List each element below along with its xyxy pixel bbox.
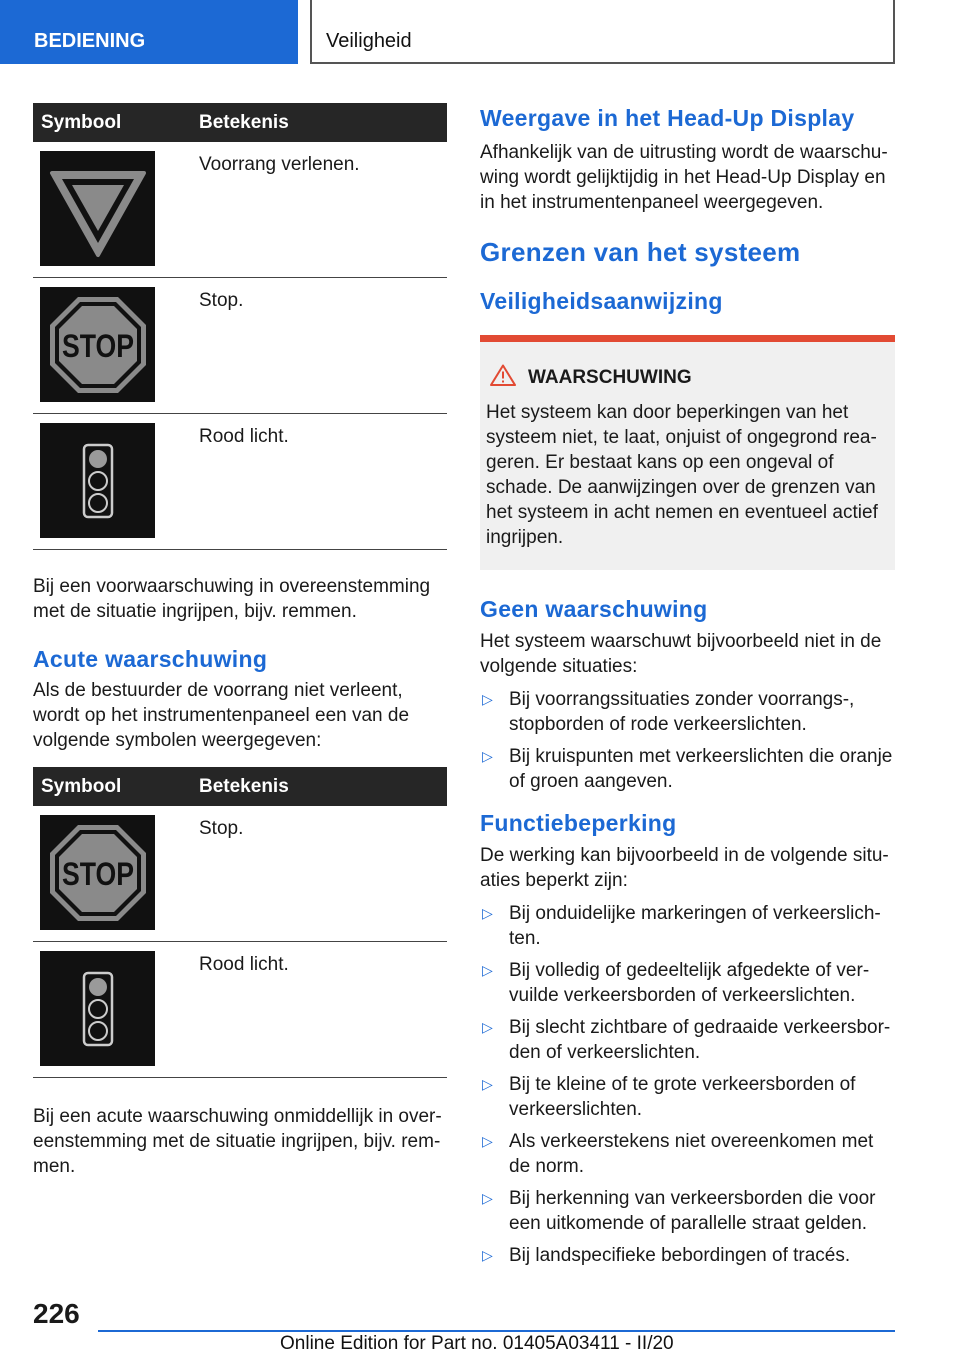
table-row [33, 942, 447, 1078]
right-column [480, 103, 895, 1275]
meaning-text: Stop. [199, 806, 447, 942]
left-column [33, 103, 447, 1179]
bullet-triangle-icon: ▷ [482, 691, 493, 707]
meaning-text: Rood licht. [199, 414, 447, 550]
meaning-text: Voorrang verlenen. [199, 142, 447, 278]
bullet-triangle-icon: ▷ [482, 1076, 493, 1092]
col-header-meaning: Betekenis [199, 767, 447, 806]
bullet-triangle-icon: ▷ [482, 962, 493, 978]
symbol-table-acute-warning [33, 767, 447, 1078]
section-tab[interactable]: BEDIENING [0, 0, 298, 64]
no-warning-heading: Geen waarschuwing [480, 596, 708, 622]
footer-divider [98, 1330, 895, 1332]
list-item: ▷ Bij slecht zichtbare of gedraaide verkeersbor-den of verkeerslichten. [482, 1017, 891, 1063]
bullet-triangle-icon: ▷ [482, 1019, 493, 1035]
warning-text: Het systeem kan door beperkingen van het systeem niet, te laat, onjuist of ongegrond rea-geren. Er bestaat kans op een ongeval of schade. De aanwijzingen over de grenzen van het systeem in acht nemen en eventueel actief ingrijpen. [486, 402, 878, 548]
hud-heading: Weergave in het Head-Up Display [480, 105, 855, 131]
stop-sign-icon [40, 287, 155, 402]
list-item: ▷ Als verkeerstekens niet overeenkomen met de norm. [482, 1131, 874, 1177]
col-header-meaning: Betekenis [199, 103, 447, 142]
red-light-icon [40, 951, 155, 1066]
list-item: ▷ Bij voorrangssituaties zonder voorrangs-, stopborden of rode verkeerslichten. [482, 689, 855, 735]
list-item: ▷ Bij te kleine of te grote verkeersborden of verkeerslichten. [482, 1074, 856, 1120]
no-warning-text: Het systeem waarschuwt bijvoorbeeld niet in de volgende situaties: [480, 631, 882, 677]
table-row [33, 806, 447, 942]
col-header-symbol: Symbool [33, 103, 199, 142]
bullet-triangle-icon: ▷ [482, 905, 493, 921]
table-row [33, 142, 447, 278]
warning-label: WAARSCHUWING [528, 367, 692, 388]
symbol-table-pre-warning [33, 103, 447, 550]
no-warning-list [480, 687, 895, 794]
list-item: ▷ Bij onduidelijke markeringen of verkeerslich-ten. [482, 903, 881, 949]
limits-heading: Grenzen van het systeem [480, 237, 801, 267]
page-number: 226 [33, 1298, 80, 1329]
table-row [33, 278, 447, 414]
red-light-icon [40, 423, 155, 538]
bullet-triangle-icon: ▷ [482, 748, 493, 764]
footer-text[interactable]: Online Edition for Part no. 01405A03411 - II/20 [280, 1333, 674, 1354]
list-item: ▷ Bij herkenning van verkeersborden die voor een uitkomende of parallelle straat gelden. [482, 1188, 876, 1234]
bullet-triangle-icon: ▷ [482, 1247, 493, 1263]
warning-triangle-icon [490, 364, 516, 392]
col-header-symbol: Symbool [33, 767, 199, 806]
limitation-list [480, 901, 895, 1268]
bullet-triangle-icon: ▷ [482, 1190, 493, 1206]
list-item: ▷ Bij volledig of gedeeltelijk afgedekte of ver-vuilde verkeersborden of verkeerslichten. [482, 960, 870, 1006]
meaning-text: Stop. [199, 278, 447, 414]
acute-warning-heading: Acute waarschuwing [33, 646, 268, 672]
chapter-title: Veiligheid [310, 0, 895, 64]
stop-sign-text: STOP [61, 855, 134, 892]
bullet-triangle-icon: ▷ [482, 1133, 493, 1149]
stop-sign-text: STOP [61, 327, 134, 364]
safety-heading: Veiligheidsaanwijzing [480, 288, 723, 314]
limitation-heading: Functiebeperking [480, 810, 677, 836]
acute-paragraph: Bij een acute waarschuwing onmiddellijk in over-eenstemming met de situatie ingrijpen, bijv. rem-men. [33, 1106, 442, 1177]
pre-warning-paragraph: Bij een voorwaarschuwing in overeenstemming met de situatie ingrijpen, bijv. remmen. [33, 576, 431, 622]
stop-sign-icon [40, 815, 155, 930]
table-row [33, 414, 447, 550]
yield-sign-icon [40, 151, 155, 266]
list-item: ▷ Bij kruispunten met verkeerslichten die oranje of groen aangeven. [482, 746, 893, 792]
meaning-text: Rood licht. [199, 942, 447, 1078]
list-item: ▷ Bij landspecifieke bebordingen of tracés. [482, 1245, 851, 1266]
warning-box [480, 335, 895, 570]
hud-text: Afhankelijk van de uitrusting wordt de waarschu-wing wordt gelijktijdig in het Head-Up Display en in het instrumentenpaneel weergegeven. [480, 142, 888, 213]
acute-warning-text: Als de bestuurder de voorrang niet verleent, wordt op het instrumentenpaneel een van de volgende symbolen weergegeven: [33, 680, 410, 751]
limitation-text: De werking kan bijvoorbeeld in de volgende situ-aties beperkt zijn: [480, 845, 889, 891]
